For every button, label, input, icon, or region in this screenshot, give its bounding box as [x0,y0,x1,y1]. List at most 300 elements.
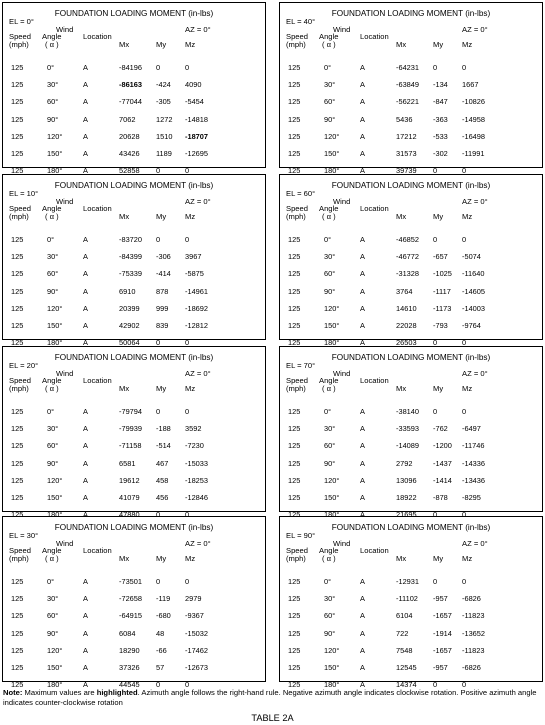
cell: 0 [156,338,161,347]
mz-header: Mz [185,40,196,49]
cell: 3592 [185,424,202,433]
cell: -14336 [462,459,486,468]
cell: 17212 [396,132,417,141]
cell: A [83,459,88,468]
cell: 125 [11,407,24,416]
speed-unit-header: (mph) [9,212,29,221]
cell: -14003 [462,304,486,313]
cell: 13096 [396,476,417,485]
location-header: Location [83,32,112,41]
cell: A [360,476,365,485]
cell: A [83,80,88,89]
cell: 30° [324,252,336,261]
mx-header: Mx [396,40,407,49]
cell: 0 [433,338,438,347]
cell: 125 [11,459,24,468]
cell: A [83,407,88,416]
cell: 180° [324,680,340,689]
table-row [280,476,542,486]
cell: 125 [288,132,301,141]
cell: 0 [462,577,467,586]
cell: -64915 [119,611,143,620]
cell: 5436 [396,115,413,124]
speed-unit-header: (mph) [9,554,29,563]
cell: A [83,424,88,433]
azimuth-label: AZ = 0° [185,539,211,548]
cell: 0 [433,407,438,416]
elevation-label: EL = 0° [9,17,34,26]
note-highlighted: highlighted [96,688,138,697]
cell: 125 [11,149,24,158]
angle-header: Angle [42,204,62,213]
cell: 125 [288,269,301,278]
table-row [3,611,265,621]
cell: 120° [47,132,63,141]
cell: A [83,97,88,106]
cell: 120° [47,304,63,313]
angle-header: Angle [319,204,339,213]
table-title: FOUNDATION LOADING MOMENT (in-lbs) [331,9,491,18]
cell: 20399 [119,304,140,313]
cell: 125 [11,510,24,519]
angle-symbol-header: ( α ) [45,212,59,221]
cell: A [83,476,88,485]
mx-header: Mx [119,554,130,563]
table-row [3,459,265,469]
cell: -17462 [185,646,209,655]
cell: 30° [47,252,59,261]
cell: 125 [288,476,301,485]
cell: -18253 [185,476,209,485]
cell: 1272 [156,115,173,124]
elevation-label: EL = 90° [286,531,316,540]
cell: 0 [156,407,161,416]
wind-header: Wind [56,25,74,34]
cell: A [360,493,365,502]
cell: 0 [433,577,438,586]
table-row [280,629,542,639]
mz-header: Mz [462,212,473,221]
cell: A [83,594,88,603]
cell: 57 [156,663,165,672]
cell: A [83,493,88,502]
cell: 60° [47,269,59,278]
note-text-1: Maximum values are [22,688,97,697]
cell: 125 [11,304,24,313]
azimuth-label: AZ = 0° [462,369,488,378]
cell: 180° [47,510,63,519]
cell: 0 [462,680,467,689]
cell: A [83,338,88,347]
location-header: Location [360,32,389,41]
cell: 31573 [396,149,417,158]
cell: -15033 [185,459,209,468]
cell: -12812 [185,321,209,330]
cell: 0 [185,166,190,175]
cell: A [83,680,88,689]
table-row [3,149,265,159]
cell: 0° [47,63,55,72]
cell: A [360,680,365,689]
table-row [280,252,542,262]
speed-unit-header: (mph) [286,40,306,49]
cell: A [83,132,88,141]
cell: 125 [288,115,301,124]
cell: -66 [156,646,167,655]
cell: 125 [288,594,301,603]
cell: 125 [11,252,24,261]
cell: 0 [185,577,190,586]
cell: 467 [156,459,169,468]
cell: 14610 [396,304,417,313]
note-label: Note: [3,688,23,697]
cell: -1657 [433,611,452,620]
cell: 150° [47,321,63,330]
table-row [280,407,542,417]
cell: 52858 [119,166,140,175]
table-row [280,321,542,331]
cell: 120° [47,646,63,655]
table-caption: TABLE 2A [251,713,294,723]
table-row [3,424,265,434]
cell: 20628 [119,132,140,141]
panel-7 [279,516,543,689]
cell: A [83,287,88,296]
cell: -83720 [119,235,143,244]
cell: 90° [47,115,59,124]
table-row [3,441,265,451]
cell: 0° [47,577,55,586]
cell: 458 [156,476,169,485]
table-row [3,132,265,142]
cell: 125 [11,680,24,689]
cell: -11102 [396,594,418,603]
speed-header: Speed [9,546,31,555]
cell: -11991 [462,149,485,158]
speed-unit-header: (mph) [286,212,306,221]
table-row [280,611,542,621]
cell: 180° [47,338,63,347]
cell: 39739 [396,166,417,175]
cell: -7230 [185,441,204,450]
table-row [280,80,542,90]
cell: 7062 [119,115,136,124]
cell: 150° [47,493,63,502]
cell: 125 [288,577,301,586]
cell: 0 [185,63,190,72]
cell: 90° [324,115,336,124]
cell: -64231 [396,63,420,72]
mx-header: Mx [119,40,130,49]
angle-header: Angle [42,32,62,41]
cell: -1914 [433,629,452,638]
cell: A [360,577,365,586]
cell: 26503 [396,338,417,347]
cell: -77044 [119,97,143,106]
mx-header: Mx [396,212,407,221]
angle-header: Angle [319,376,339,385]
cell: 60° [324,441,336,450]
cell: -79939 [119,424,143,433]
cell: 125 [288,680,301,689]
table-title: FOUNDATION LOADING MOMENT (in-lbs) [54,523,214,532]
my-header: My [433,212,444,221]
table-row [3,97,265,107]
cell: 60° [47,97,59,106]
cell: A [360,166,365,175]
my-header: My [156,554,167,563]
cell: A [83,629,88,638]
cell: 125 [288,235,301,244]
elevation-label: EL = 40° [286,17,316,26]
azimuth-label: AZ = 0° [185,369,211,378]
cell: -38140 [396,407,420,416]
cell: A [360,132,365,141]
angle-symbol-header: ( α ) [45,40,59,49]
table-row [280,577,542,587]
cell: 30° [47,594,59,603]
cell: A [360,594,365,603]
cell: 150° [324,663,340,672]
cell: 125 [288,441,301,450]
mz-header: Mz [462,554,473,563]
table-row [3,287,265,297]
table-row [280,424,542,434]
cell: A [360,646,365,655]
elevation-label: EL = 70° [286,361,316,370]
azimuth-label: AZ = 0° [185,25,211,34]
cell: -8295 [462,493,481,502]
angle-symbol-header: ( α ) [322,554,336,563]
my-header: My [156,40,167,49]
cell: 30° [47,424,59,433]
cell: 125 [288,321,301,330]
cell: A [83,321,88,330]
cell: 90° [47,287,59,296]
cell: 125 [11,338,24,347]
table-row [280,235,542,245]
cell: -514 [156,441,171,450]
cell: -878 [433,493,448,502]
mz-header: Mz [185,212,196,221]
my-header: My [433,40,444,49]
cell: -188 [156,424,171,433]
azimuth-label: AZ = 0° [462,197,488,206]
speed-header: Speed [9,32,31,41]
cell: A [360,663,365,672]
cell: 150° [324,149,340,158]
cell: A [83,115,88,124]
table-row [3,115,265,125]
table-title: FOUNDATION LOADING MOMENT (in-lbs) [54,353,214,362]
table-row [280,63,542,73]
azimuth-label: AZ = 0° [462,25,488,34]
cell: 22028 [396,321,417,330]
cell: 2979 [185,594,202,603]
cell: 6910 [119,287,136,296]
speed-unit-header: (mph) [9,40,29,49]
cell: 125 [11,321,24,330]
cell: 0 [462,407,467,416]
cell: A [360,252,365,261]
table-row [280,459,542,469]
table-row [280,594,542,604]
cell: 839 [156,321,169,330]
cell: -14089 [396,441,420,450]
table-row [3,594,265,604]
footnote [3,688,543,707]
cell: A [360,424,365,433]
table-row [3,646,265,656]
cell: -13436 [462,476,486,485]
cell: -14818 [185,115,209,124]
cell: -18707 [185,132,209,141]
table-title: FOUNDATION LOADING MOMENT (in-lbs) [331,523,491,532]
cell: -302 [433,149,448,158]
cell: -1025 [433,269,452,278]
cell: -680 [156,611,171,620]
mz-header: Mz [462,40,473,49]
cell: 0 [185,407,190,416]
cell: A [83,441,88,450]
cell: -9367 [185,611,204,620]
cell: -71158 [119,441,142,450]
cell: 90° [324,629,336,638]
cell: -305 [156,97,171,106]
cell: 0 [185,338,190,347]
cell: -12673 [185,663,209,672]
cell: -9764 [462,321,481,330]
table-row [280,132,542,142]
mz-header: Mz [185,384,196,393]
cell: A [360,115,365,124]
cell: A [83,235,88,244]
cell: 125 [11,611,24,620]
cell: -306 [156,252,171,261]
azimuth-label: AZ = 0° [462,539,488,548]
mx-header: Mx [396,384,407,393]
cell: -1173 [433,304,452,313]
cell: 7548 [396,646,413,655]
cell: -73501 [119,577,143,586]
cell: 60° [47,441,59,450]
angle-symbol-header: ( α ) [322,40,336,49]
cell: -11823 [462,646,485,655]
table-row [280,441,542,451]
cell: -533 [433,132,448,141]
cell: A [360,321,365,330]
cell: 50064 [119,338,140,347]
cell: A [83,663,88,672]
cell: -424 [156,80,171,89]
table-row [280,115,542,125]
cell: 0 [156,166,161,175]
cell: -14961 [185,287,209,296]
cell: 90° [47,629,59,638]
cell: 6104 [396,611,413,620]
cell: -363 [433,115,448,124]
table-row [280,663,542,673]
cell: A [360,459,365,468]
cell: 1667 [462,80,479,89]
mz-header: Mz [185,554,196,563]
cell: 125 [11,629,24,638]
cell: 6084 [119,629,136,638]
cell: 125 [11,594,24,603]
cell: 3967 [185,252,202,261]
cell: A [360,611,365,620]
cell: A [360,510,365,519]
cell: 19612 [119,476,140,485]
wind-header: Wind [56,539,74,548]
angle-header: Angle [319,546,339,555]
angle-symbol-header: ( α ) [45,384,59,393]
cell: A [360,149,365,158]
elevation-label: EL = 20° [9,361,39,370]
cell: 0 [156,577,161,586]
speed-header: Speed [286,376,308,385]
location-header: Location [83,376,112,385]
azimuth-label: AZ = 0° [185,197,211,206]
panel-1 [279,2,543,175]
wind-header: Wind [333,25,351,34]
cell: 120° [324,476,340,485]
cell: 120° [324,646,340,655]
cell: 0° [324,577,332,586]
cell: -1657 [433,646,452,655]
cell: 125 [11,424,24,433]
speed-unit-header: (mph) [9,384,29,393]
panel-3 [279,174,543,347]
cell: 125 [288,338,301,347]
cell: A [83,252,88,261]
cell: 30° [47,80,59,89]
cell: 125 [11,577,24,586]
cell: -957 [433,663,448,672]
cell: A [83,611,88,620]
cell: -12931 [396,577,420,586]
table-row [3,629,265,639]
cell: -793 [433,321,448,330]
cell: 0 [433,235,438,244]
cell: 0° [47,407,55,416]
cell: 18922 [396,493,417,502]
cell: 37326 [119,663,140,672]
cell: -5074 [462,252,481,261]
table-title: FOUNDATION LOADING MOMENT (in-lbs) [54,9,214,18]
cell: 90° [324,459,336,468]
cell: 0° [47,235,55,244]
cell: 120° [324,304,340,313]
cell: -847 [433,97,448,106]
wind-header: Wind [333,539,351,548]
cell: 0 [462,338,467,347]
cell: -14605 [462,287,486,296]
table-row [3,493,265,503]
cell: -84399 [119,252,143,261]
cell: -119 [156,594,171,603]
cell: 0 [433,63,438,72]
cell: -5875 [185,269,204,278]
cell: -11746 [462,441,485,450]
cell: 150° [47,149,63,158]
cell: 90° [47,459,59,468]
cell: -15032 [185,629,209,638]
table-row [3,476,265,486]
cell: -1437 [433,459,452,468]
cell: 999 [156,304,169,313]
speed-header: Speed [286,32,308,41]
